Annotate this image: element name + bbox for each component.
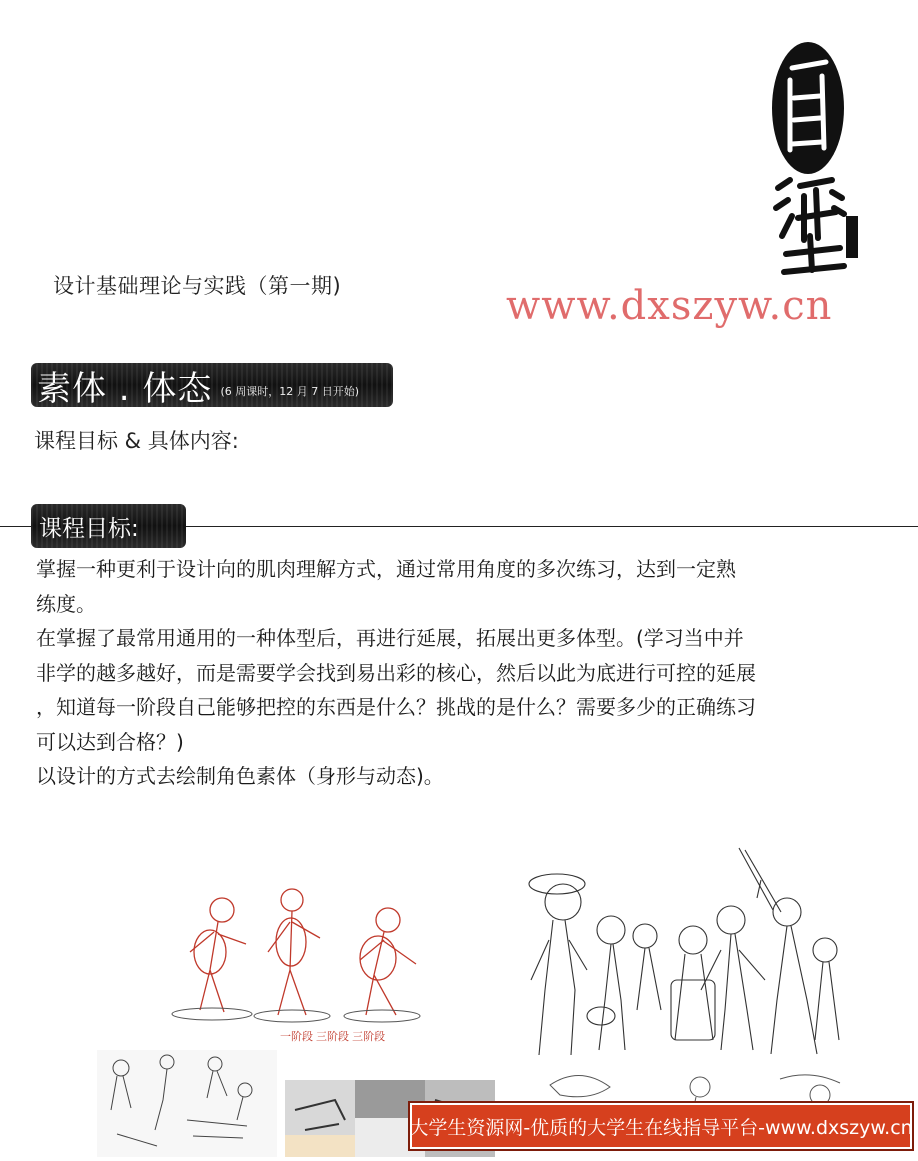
body-line: 以设计的方式去绘制角色素体（身形与动态)。 [36, 764, 444, 788]
banner-note: (6 周课时，12 月 7 日开始) [220, 385, 360, 398]
site-watermark-banner: 大学生资源网-优质的大学生在线指导平台-www.dxszyw.cn [408, 1101, 914, 1151]
body-line: 在掌握了最常用通用的一种体型后，再进行延展，拓展出更多体型。(学习当中并 [36, 626, 744, 650]
section-heading: 课程目标 & 具体内容: [34, 429, 239, 453]
body-line: ，知道每一阶段自己能够把控的东西是什么？挑战的是什么？需要多少的正确练习 [36, 695, 756, 719]
goal-label: 课程目标: [31, 504, 186, 548]
title-banner [31, 363, 393, 407]
pose-sketch-thumbnail [97, 1050, 277, 1157]
body-line: 非学的越多越好，而是需要学会找到易出彩的核心，然后以此为底进行可控的延展 [36, 660, 756, 685]
body-line: 练度。 [36, 591, 96, 616]
body-line: 可以达到合格？) [36, 729, 184, 754]
calligraphy-logo [770, 40, 860, 275]
course-subtitle: 设计基础理论与实践（第一期) [53, 274, 342, 298]
red-figure-sketch [160, 880, 450, 1050]
red-sketch-caption: 一阶段 三阶段 三阶段 [280, 1031, 386, 1043]
watermark-url: www.dxszyw.cn [506, 283, 833, 329]
body-line: 掌握一种更利于设计向的肌肉理解方式，通过常用角度的多次练习，达到一定熟 [36, 557, 736, 581]
character-group-sketch [525, 840, 855, 1065]
body-text [36, 552, 886, 794]
banner-title: 素体 . 体态 [37, 368, 213, 409]
